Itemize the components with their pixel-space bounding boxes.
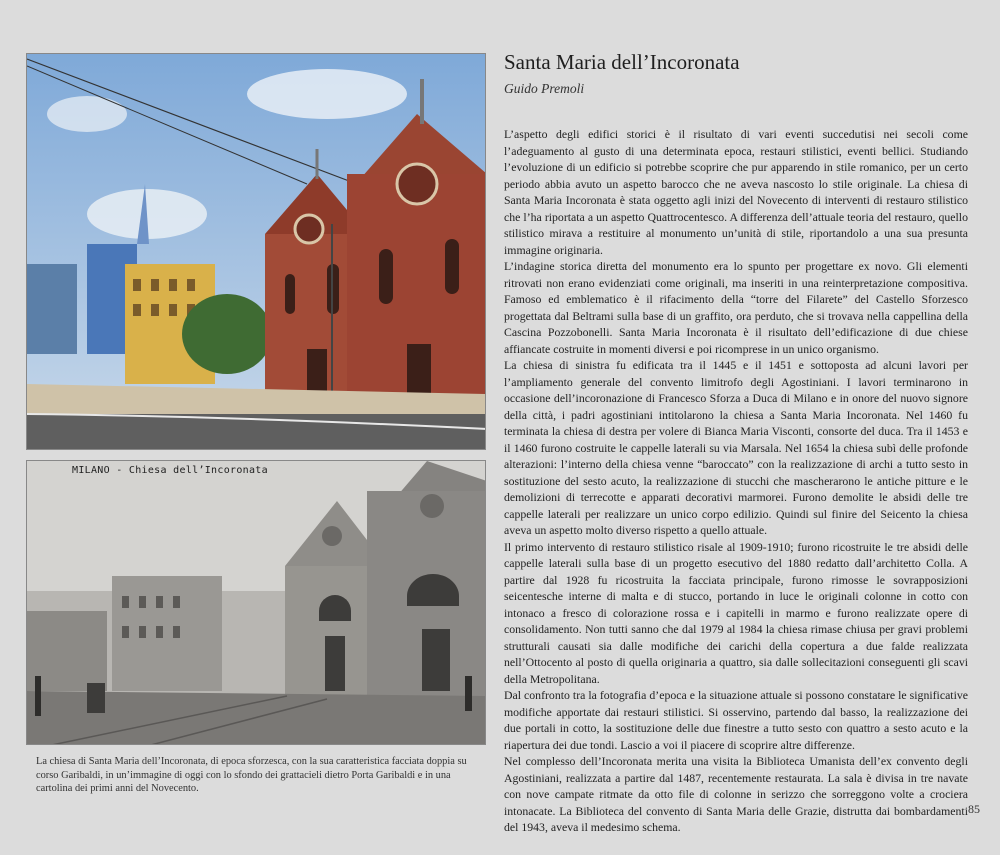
- article-body: [504, 126, 968, 836]
- paragraph: Nel complesso dell’Incoronata merita una visita la Biblioteca Umanista dell’ex convento degli Agostiniani, realizzata a partire dal 1487, recentemente restaurata. La sala è divisa in tre navate con nove campate ritmate da otto file di colonne in serizzo che sorreggono volte a crociera intonacate. La Biblioteca del convento di Santa Maria delle Grazie, distrutta dai bombardamenti del 1943, aveva il medesimo schema.: [504, 754, 968, 834]
- postcard-label: MILANO - Chiesa dell’Incoronata: [72, 465, 268, 476]
- paragraph: La chiesa di sinistra fu edificata tra il 1445 e il 1451 e sottoposta ad alcuni lavori per l’ampliamento generale del convento limitrofo degli Agostiniani. I lavori terminarono in occasione dell’incoronazione di Francesco Sforza a Duca di Milano e in onore del nuovo signore della città, i padri agostiniani intitolarono la chiesa a Santa Maria Incoronata. Nel 1460 fu terminata la chiesa di destra per volere di Bianca Maria Visconti, consorte del duca. Tra il 1453 e il 1460 furono costruite le cappelle laterali su via Marsala. Nel 1654 la chiesa subì delle profonde alterazioni: l’interno della chiesa venne “baroccato” con la realizzazione di archi a tutto sesto in sostituzione del sesto acuto, la realizzazione di stucchi che mascherarono le antiche pitture e le demolizioni di terrecotte e apparati decorativi marmorei. Furono demolite le absidi delle tre cappelle laterali per realizzare un unico corpo edilizio. Quindi sul finire del Seicento la chiesa aveva un aspetto molto diverso rispetto a quello attuale.: [504, 358, 968, 537]
- figure-caption: La chiesa di Santa Maria dell’Incoronata, di epoca sforzesca, con la sua caratteristica facciata doppia su corso Garibaldi, in un’immagine di oggi con lo sfondo dei grattacieli dietro Porta Garibaldi e in una cartolina dei primi anni del Novecento.: [36, 756, 467, 795]
- photo-postcard-church: [26, 460, 486, 745]
- photo-modern-church: [26, 53, 486, 450]
- paragraph: Dal confronto tra la fotografia d’epoca e la situazione attuale si possono constatare le significative modifiche apportate dai restauri stilistici. Si osservino, partendo dal basso, la realizzazione dei due portali in cotto, la sostituzione delle due finestre a tutto sesto con quattro a sesto acuto e la riapertura dei due tondi. Lascio a voi il piacere di scoprire altre differenze.: [504, 688, 968, 752]
- article-title: Santa Maria dell’Incoronata: [504, 50, 740, 74]
- paragraph: Il primo intervento di restauro stilistico risale al 1909-1910; furono ricostruite le tre absidi delle cappelle laterali sulla base di un progetto esecutivo del 1880 redatto dall’architetto Colla. A partire dal 1928 fu ricostruita la facciata principale, furono rimosse le sovrapposizioni seicentesche interne di malta e di stucco, portando in luce le originali colonne in cotto con intonaco a fresco di colorazione rossa e i capitelli in marmo e furono realizzate opere di consolidamento. Non tutti sanno che dal 1979 al 1984 la chiesa rimase chiusa per gravi problemi strutturali causati sia dalle modifiche dei carichi della copertura a due falde realizzata nell’Ottocento al posto di quella originaria a quattro, sia dalle sollecitazioni conseguenti gli scavi della Metropolitana.: [504, 539, 968, 686]
- article-author: Guido Premoli: [504, 81, 585, 96]
- page-number: 85: [968, 802, 980, 816]
- paragraph: L’indagine storica diretta del monumento era lo spunto per progettare ex novo. Gli elementi ritrovati non erano evidenziati come originali, ma inseriti in una reinterpretazione compositiva. Famoso ed emblematico è il rifacimento della “torre del Filarete” del Castello Sforzesco progettata dal Beltrami sulla base di un graffito, ora perduto, che si trovava nella cappellina della Cascina Pozzobonelli. Santa Maria Incoronata è il risultato dell’edificazione di due chiese affiancate costruite in momenti diversi e poi ricomprese in un unico organismo.: [504, 259, 968, 356]
- paragraph: L’aspetto degli edifici storici è il risultato di vari eventi succedutisi nei secoli come l’adeguamento al gusto di una determinata epoca, restauri stilistici, eventi bellici. Studiando l’evoluzione di un edificio si potrebbe scoprire che pur apparendo in stile romanico, per un certo periodo abbia avuto un aspetto barocco che ne aveva nascosto lo stile originale. La chiesa di Santa Maria Incoronata è stata oggetto agli inizi del Novecento di interventi di restauro stilistico che l’ha riportata a un aspetto Quattrocentesco. A differenza dell’attuale teoria del restauro, quello stilistico mirava a restituire al monumento un’unità di stile, riportandolo a una sua presunta immagine originaria.: [504, 127, 968, 257]
